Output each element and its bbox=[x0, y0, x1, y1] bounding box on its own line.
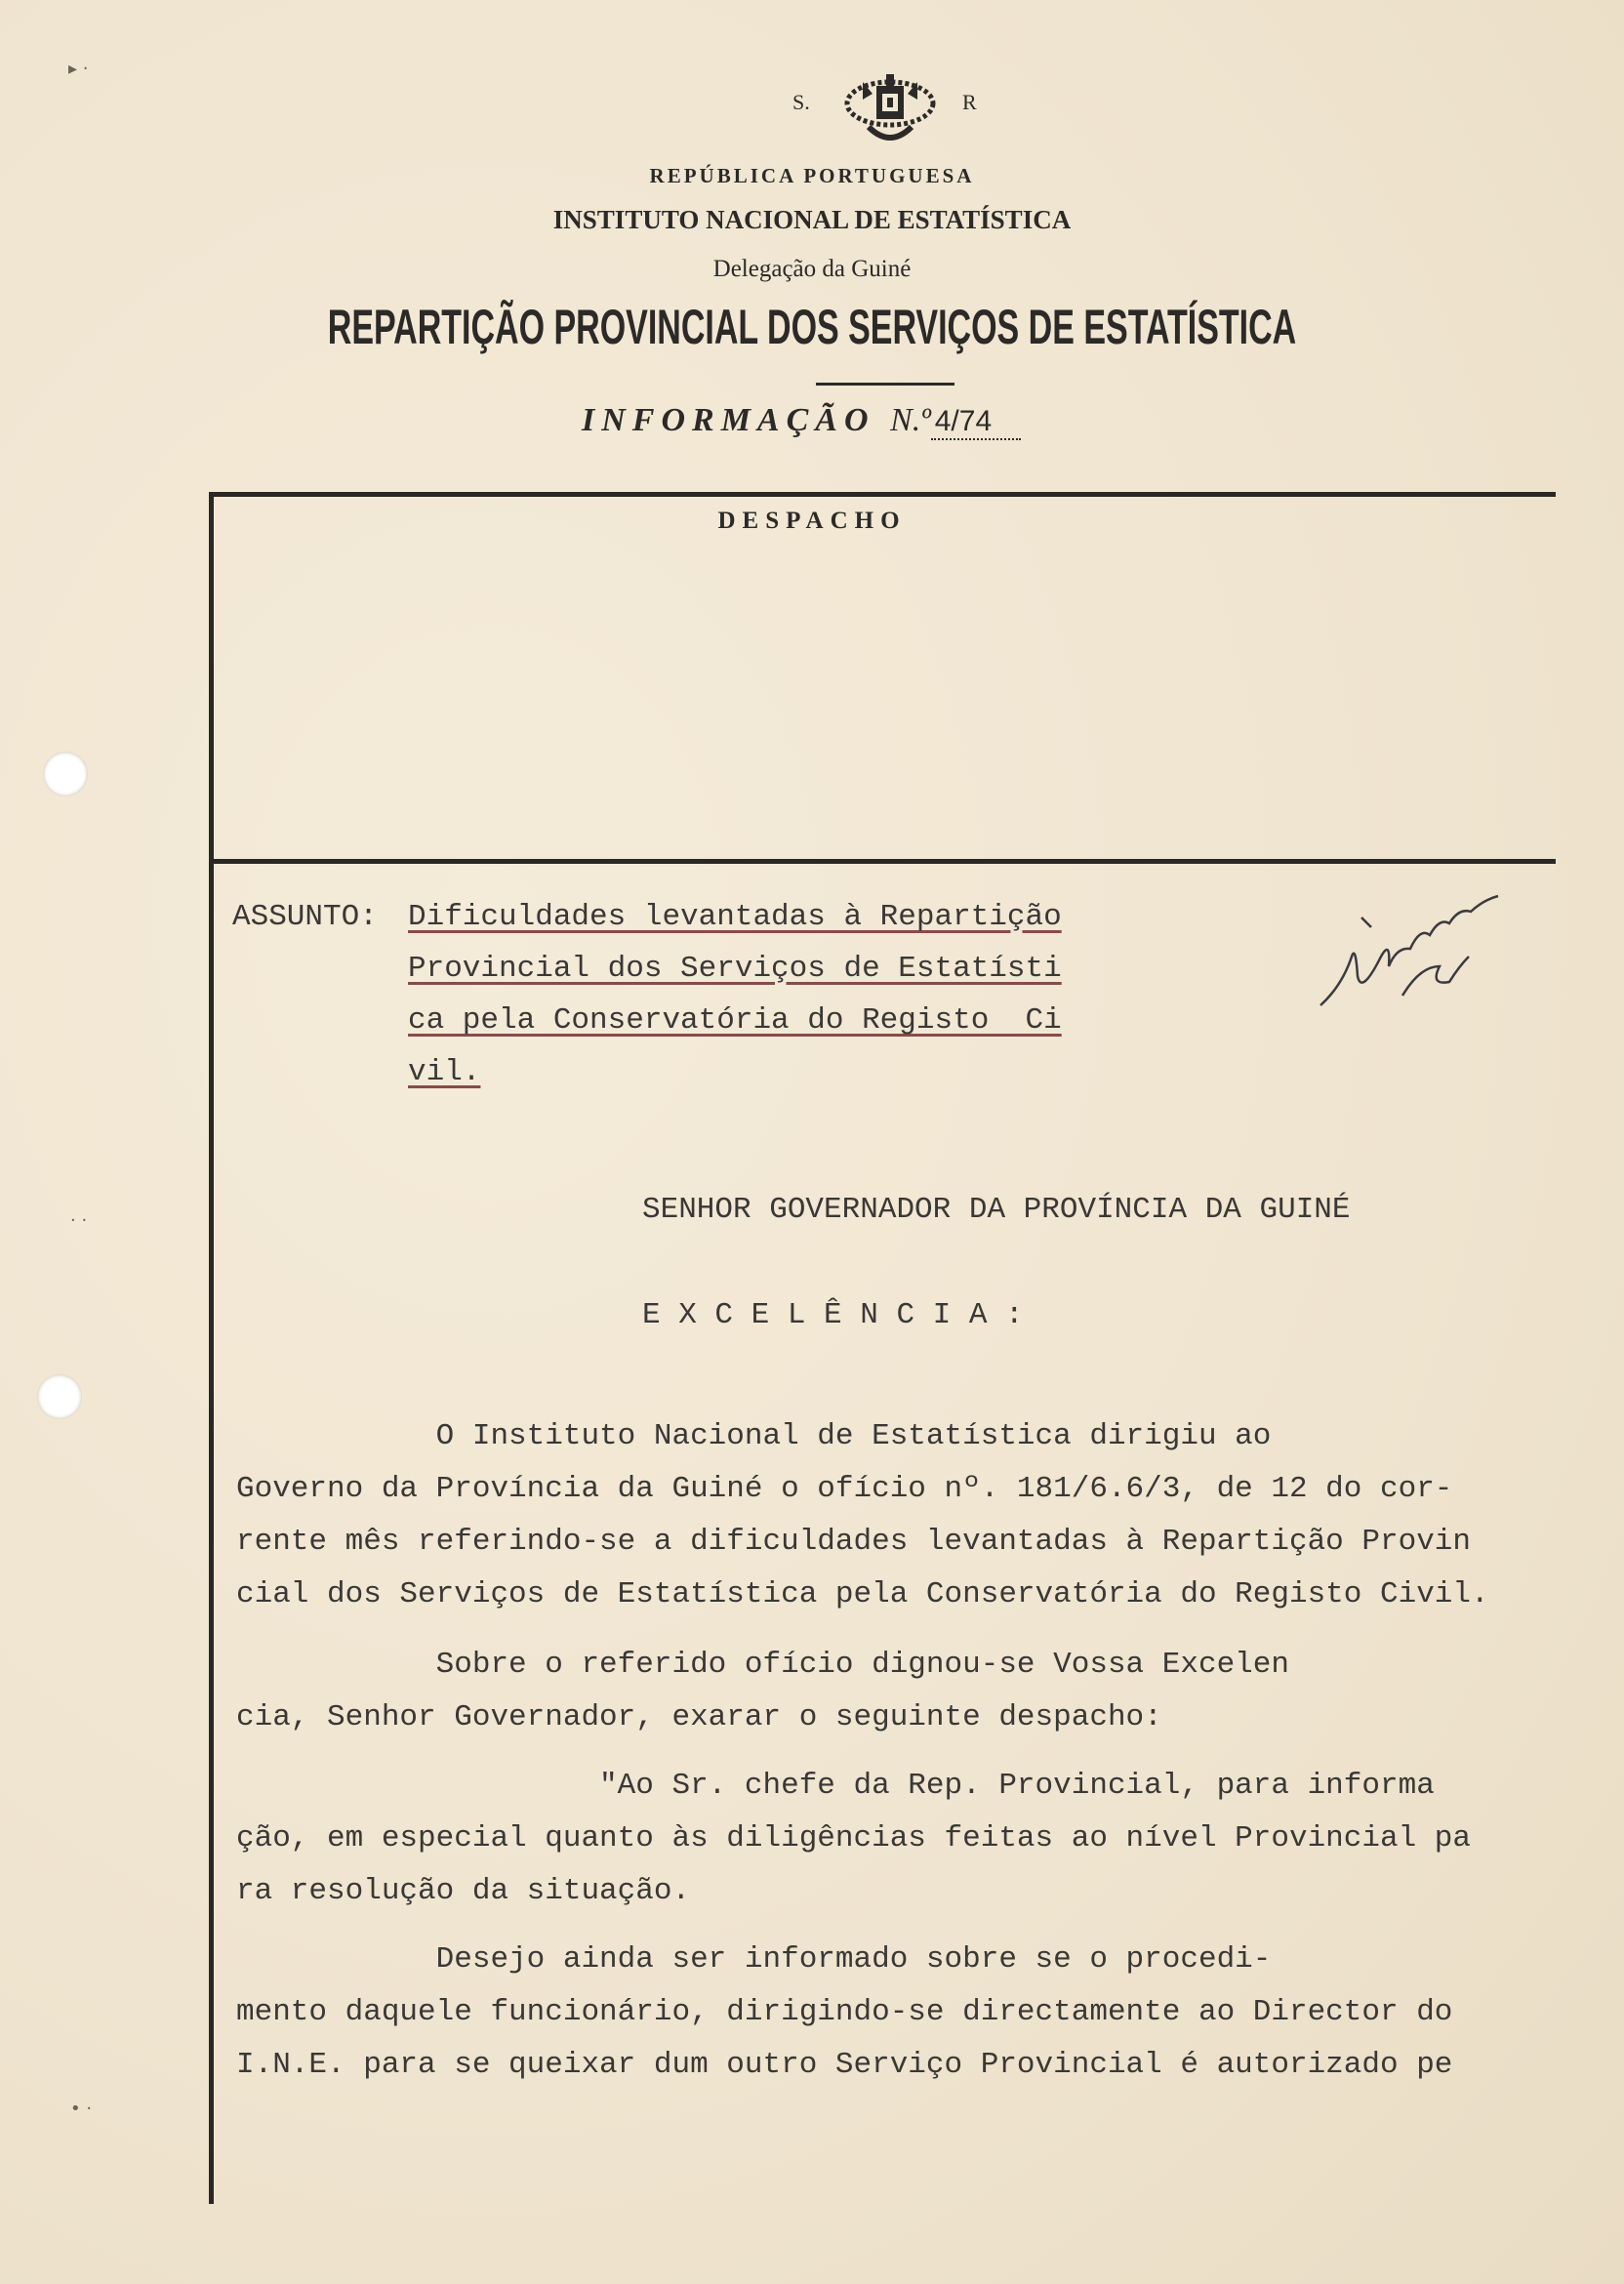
body-line: ção, em especial quanto às diligências feitas ao nível Provincial pa bbox=[236, 1821, 1472, 1856]
body-line: Desejo ainda ser informado sobre se o procedi- bbox=[236, 1942, 1272, 1977]
info-no-label: N.º bbox=[890, 402, 931, 438]
subject-label: ASSUNTO: bbox=[232, 900, 378, 934]
body-line: mento daquele funcionário, dirigindo-se directamente ao Director do bbox=[236, 1995, 1453, 2029]
handwritten-signature-icon bbox=[1313, 888, 1518, 1025]
republic-title: REPÚBLICA PORTUGUESA bbox=[649, 164, 975, 187]
margin-specks: • · bbox=[70, 2099, 93, 2119]
body-line: I.N.E. para se queixar dum outro Serviço Provincial é autorizado pe bbox=[236, 2048, 1453, 2082]
institute-title: INSTITUTO NACIONAL DE ESTATÍSTICA bbox=[552, 205, 1072, 234]
info-number-value: 4/74 bbox=[931, 405, 1021, 440]
despacho-bottom-border bbox=[213, 859, 1556, 864]
margin-specks: ▸ · bbox=[68, 59, 89, 79]
s-letter: S. bbox=[792, 90, 810, 114]
left-margin-rule bbox=[209, 494, 214, 2204]
coat-of-arms-icon bbox=[843, 72, 937, 148]
information-number bbox=[582, 402, 1021, 440]
subject-line: ca pela Conservatória do Registo Ci bbox=[408, 1003, 1062, 1038]
despacho-heading: DESPACHO bbox=[717, 508, 907, 534]
body-line: ra resolução da situação. bbox=[236, 1874, 691, 1908]
department-title: REPARTIÇÃO PROVINCIAL DOS SERVIÇOS DE ESTATÍSTICA bbox=[327, 300, 1297, 354]
body-line: Sobre o referido ofício dignou-se Vossa Excelen bbox=[236, 1648, 1289, 1682]
r-letter: R bbox=[962, 90, 977, 114]
punch-hole-lower bbox=[37, 1374, 82, 1419]
body-line: cia, Senhor Governador, exarar o seguinte despacho: bbox=[236, 1700, 1162, 1734]
header-separator bbox=[816, 383, 954, 386]
despacho-top-border bbox=[209, 492, 1556, 497]
subject-line: Dificuldades levantadas à Repartição bbox=[408, 900, 1062, 934]
addressee-line: SENHOR GOVERNADOR DA PROVÍNCIA DA GUINÉ bbox=[642, 1193, 1351, 1227]
body-line: cial dos Serviços de Estatística pela Conservatória do Registo Civil. bbox=[236, 1577, 1489, 1611]
margin-specks: · · bbox=[70, 1210, 88, 1231]
info-label: INFORMAÇÃO bbox=[582, 402, 875, 438]
subject-line: vil. bbox=[408, 1055, 481, 1089]
body-line: "Ao Sr. chefe da Rep. Provincial, para informa bbox=[236, 1769, 1435, 1803]
salutation-line: E X C E L Ê N C I A : bbox=[642, 1298, 1024, 1332]
body-line: Governo da Província da Guiné o ofício nº. 181/6.6/3, de 12 do cor- bbox=[236, 1472, 1453, 1506]
delegation-title: Delegação da Guiné bbox=[712, 256, 912, 282]
body-line: rente mês referindo-se a dificuldades levantadas à Repartição Provin bbox=[236, 1525, 1472, 1559]
body-line: O Instituto Nacional de Estatística dirigiu ao bbox=[236, 1419, 1272, 1453]
subject-line: Provincial dos Serviços de Estatísti bbox=[408, 952, 1062, 986]
punch-hole-upper bbox=[43, 752, 88, 796]
